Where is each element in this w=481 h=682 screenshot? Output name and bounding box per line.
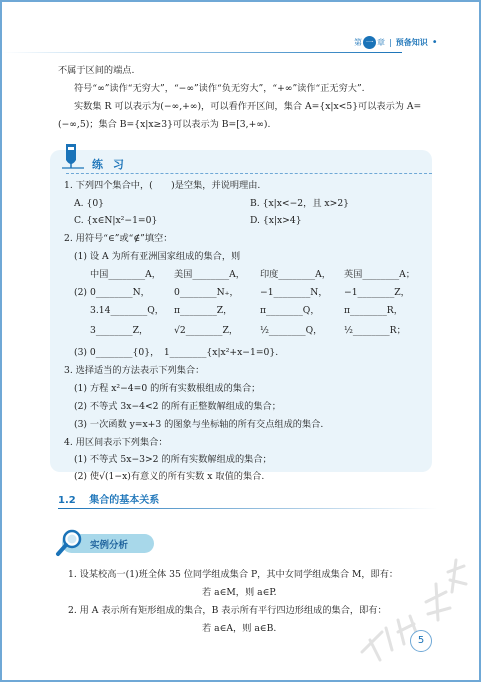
header-dot-icon: • (431, 37, 438, 48)
chapter-header (354, 36, 438, 49)
q4-item: (2) 使√(1−x)有意义的所有实数 x 取值的集合. (74, 471, 265, 482)
example-item-1-condition: 若 a∈M，则 a∈P. (202, 587, 277, 598)
chapter-suffix: 章 (377, 38, 385, 47)
q2-2-item: π________R， (344, 305, 403, 316)
q1-text: 1. 下列四个集合中，( )是空集，并说明理由. (64, 180, 261, 191)
q2-2-item: π________Q， (260, 305, 320, 316)
q2-2-item: ½________R； (344, 325, 406, 336)
example-item-1: 1. 设某校高一(1)班全体 35 位同学组成集合 P，其中女同学组成集合 M，即有： (68, 569, 399, 580)
q1-option-b: B. {x|x<−2，且 x>2} (250, 198, 350, 209)
header-rule (2, 52, 402, 53)
q2-1-item: 印度________A， (260, 269, 331, 280)
q1-option-c: C. {x∈N|x²−1=0} (74, 215, 158, 226)
pen-icon (60, 142, 88, 172)
exercise-title-rule (66, 173, 432, 174)
q2-2-item: 3________Z， (90, 325, 149, 336)
q2-2-item: π________Z， (174, 305, 233, 316)
section-title: 集合的基本关系 (89, 495, 160, 506)
intro-line-1: 不属于区间的端点. (58, 65, 135, 76)
q3-item: (2) 不等式 3x−4<2 的所有正整数解组成的集合； (74, 401, 281, 412)
q2-text: 2. 用符号“∈”或“∉”填空： (64, 233, 173, 244)
section-rule (58, 508, 438, 509)
magnifier-icon (54, 528, 84, 558)
example-item-2-condition: 若 a∈A，则 a∈B. (202, 623, 277, 634)
q2-2-label: (2) (74, 287, 88, 298)
q2-2-item: 0________N₊， (174, 287, 239, 298)
intro-line-3: 实数集 R 可以表示为(−∞,+∞)，可以看作开区间，集合 A={x|x<5}可以表示为 A= (74, 101, 422, 112)
watermark-logo (352, 532, 472, 672)
example-item-2: 2. 用 A 表示所有矩形组成的集合，B 表示所有平行四边形组成的集合，即有： (68, 605, 387, 616)
q2-1-item: 英国________A； (344, 269, 415, 280)
q4-item: (1) 不等式 5x−3>2 的所有实数解组成的集合； (74, 454, 272, 465)
page-number: 5 (410, 630, 432, 652)
intro-line-4: (−∞,5)；集合 B={x|x≥3}可以表示为 B=[3,+∞). (58, 119, 271, 130)
q1-option-a: A. {0} (74, 198, 105, 209)
chapter-number-badge: 一 (363, 36, 376, 49)
q3-item: (3) 一次函数 y=x+3 的图象与坐标轴的所有交点组成的集合. (74, 419, 324, 430)
section-number: 1.2 (58, 495, 76, 506)
q2-2-item: 3.14________Q， (90, 305, 164, 316)
exercise-title: 练 习 (92, 158, 127, 171)
q1-option-d: D. {x|x>4} (250, 215, 302, 226)
chapter-prefix: 第 (354, 38, 362, 47)
q2-1-text: (1) 设 A 为所有亚洲国家组成的集合，则 (74, 251, 241, 262)
q4-text: 4. 用区间表示下列集合： (64, 437, 168, 448)
q2-3-text: (3) 0________{0}， 1________{x|x²+x−1=0}. (74, 347, 279, 358)
example-label: 实例分析 (90, 540, 129, 551)
header-separator: | (389, 38, 392, 47)
q3-text: 3. 选择适当的方法表示下列集合： (64, 365, 205, 376)
intro-line-2: 符号“∞”读作“无穷大”，“−∞”读作“负无穷大”，“+∞”读作“正无穷大”. (74, 83, 365, 94)
chapter-title: 预备知识 (395, 38, 428, 47)
q2-1-item: 美国________A， (174, 269, 245, 280)
section-heading (58, 491, 159, 506)
q2-2-item: 0________N， (90, 287, 150, 298)
q2-2-item: √2________Z， (174, 325, 239, 336)
q2-2-item: ½________Q， (260, 325, 323, 336)
q2-2-item: −1________Z， (344, 287, 410, 298)
q3-item: (1) 方程 x²−4=0 的所有实数根组成的集合； (74, 383, 261, 394)
q2-1-item: 中国________A， (90, 269, 161, 280)
q2-2-item: −1________N， (260, 287, 328, 298)
